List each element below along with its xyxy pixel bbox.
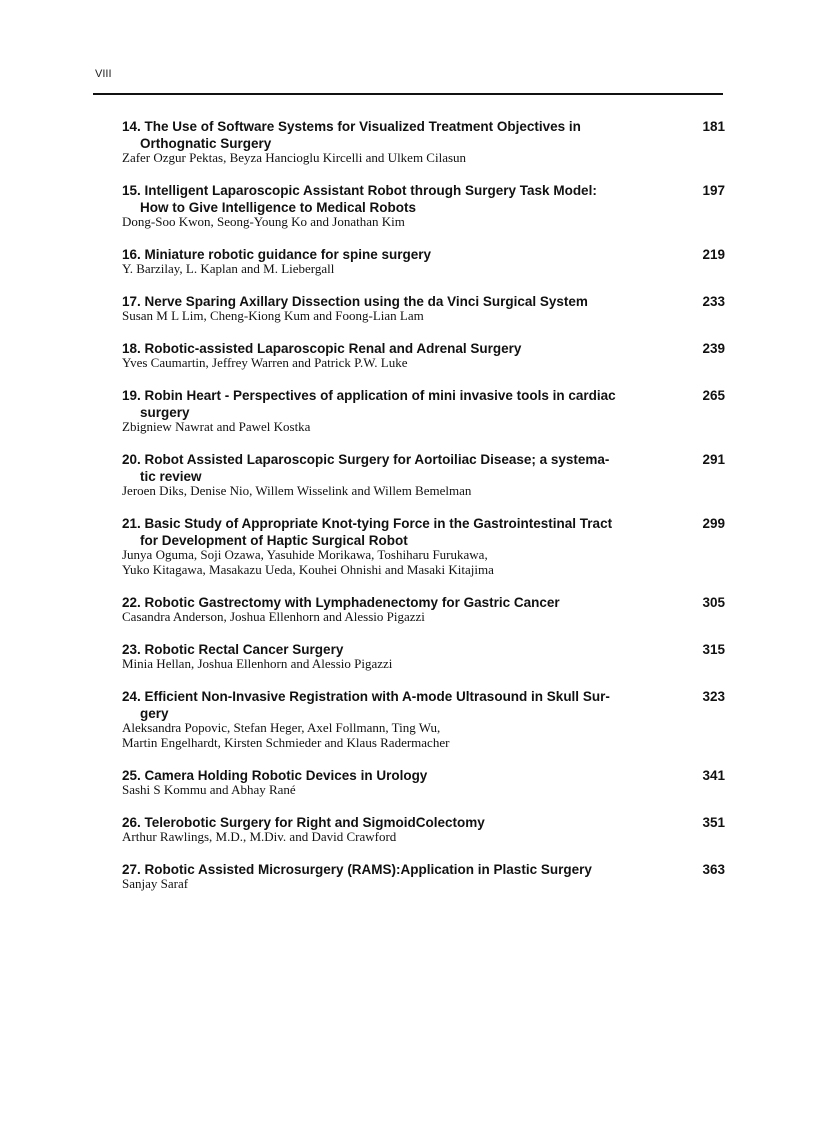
toc-entry [122, 182, 725, 229]
entry-authors [122, 483, 725, 498]
entry-title-line: 20. Robot Assisted Laparoscopic Surgery for Aortoiliac Disease; a systema- [122, 452, 610, 467]
entry-page-number: 265 [702, 388, 725, 403]
entry-authors-line: Sashi S Kommu and Abhay Rané [122, 782, 296, 797]
table-of-contents [122, 118, 725, 908]
entry-authors [122, 609, 725, 624]
entry-page-number: 323 [702, 689, 725, 704]
header-rule [93, 93, 723, 95]
entry-title-line: gery [140, 706, 169, 721]
entry-page-number: 363 [702, 862, 725, 877]
entry-title [122, 451, 725, 485]
entry-title-line: tic review [140, 469, 202, 484]
entry-title-line: 17. Nerve Sparing Axillary Dissection using the da Vinci Surgical System [122, 294, 588, 309]
entry-title-line: 16. Miniature robotic guidance for spine surgery [122, 247, 432, 262]
entry-title-line: Orthognatic Surgery [140, 136, 272, 151]
entry-page-number: 239 [702, 341, 725, 356]
entry-authors-line: Y. Barzilay, L. Kaplan and M. Liebergall [122, 261, 335, 276]
entry-authors-line: Junya Oguma, Soji Ozawa, Yasuhide Morikawa, Toshiharu Furukawa, [122, 547, 488, 562]
entry-page-number: 181 [702, 119, 725, 134]
entry-authors-line: Arthur Rawlings, M.D., M.Div. and David Crawford [122, 829, 397, 844]
entry-title [122, 118, 725, 152]
entry-authors-line: Yves Caumartin, Jeffrey Warren and Patrick P.W. Luke [122, 355, 408, 370]
entry-title-line: 24. Efficient Non-Invasive Registration with A-mode Ultrasound in Skull Sur- [122, 689, 610, 704]
entry-title-line: 19. Robin Heart - Perspectives of application of mini invasive tools in cardiac [122, 388, 616, 403]
entry-title-line: 21. Basic Study of Appropriate Knot-tying Force in the Gastrointestinal Tract [122, 516, 613, 531]
page-number: VIII [95, 68, 112, 80]
toc-entry [122, 451, 725, 498]
toc-entry [122, 594, 725, 624]
entry-title-line: 25. Camera Holding Robotic Devices in Urology [122, 768, 428, 783]
toc-entry [122, 515, 725, 577]
entry-title-line: 23. Robotic Rectal Cancer Surgery [122, 642, 344, 657]
toc-entry [122, 861, 725, 891]
entry-title-line: 26. Telerobotic Surgery for Right and SigmoidColectomy [122, 815, 485, 830]
entry-authors-line: Susan M L Lim, Cheng-Kiong Kum and Foong-Lian Lam [122, 308, 424, 323]
entry-authors-line: Jeroen Diks, Denise Nio, Willem Wisselink and Willem Bemelman [122, 483, 472, 498]
entry-authors [122, 150, 725, 165]
toc-entry [122, 814, 725, 844]
entry-page-number: 299 [702, 516, 725, 531]
entry-authors [122, 829, 725, 844]
entry-authors [122, 214, 725, 229]
entry-authors [122, 308, 725, 323]
entry-authors [122, 547, 725, 577]
entry-page-number: 341 [702, 768, 725, 783]
entry-page-number: 305 [702, 595, 725, 610]
toc-entry [122, 641, 725, 671]
entry-authors-line: Zbigniew Nawrat and Pawel Kostka [122, 419, 311, 434]
entry-title [122, 182, 725, 216]
entry-title-line: surgery [140, 405, 190, 420]
entry-authors [122, 261, 725, 276]
entry-title-line: How to Give Intelligence to Medical Robots [140, 200, 417, 215]
toc-entry [122, 246, 725, 276]
entry-authors-line: Minia Hellan, Joshua Ellenhorn and Alessio Pigazzi [122, 656, 393, 671]
entry-page-number: 197 [702, 183, 725, 198]
entry-authors [122, 355, 725, 370]
entry-title [122, 387, 725, 421]
entry-title-line: 27. Robotic Assisted Microsurgery (RAMS):Application in Plastic Surgery [122, 862, 592, 877]
entry-authors [122, 876, 725, 891]
entry-authors [122, 656, 725, 671]
entry-title-line: 14. The Use of Software Systems for Visualized Treatment Objectives in [122, 119, 581, 134]
entry-authors [122, 419, 725, 434]
entry-authors [122, 782, 725, 797]
entry-title-line: 18. Robotic-assisted Laparoscopic Renal and Adrenal Surgery [122, 341, 522, 356]
toc-entry [122, 387, 725, 434]
entry-title [122, 688, 725, 722]
entry-title-line: for Development of Haptic Surgical Robot [140, 533, 408, 548]
entry-authors-line: Sanjay Saraf [122, 876, 189, 891]
entry-authors-line: Zafer Ozgur Pektas, Beyza Hancioglu Kircelli and Ulkem Cilasun [122, 150, 467, 165]
entry-title [122, 515, 725, 549]
toc-entry [122, 688, 725, 750]
entry-title-line: 15. Intelligent Laparoscopic Assistant Robot through Surgery Task Model: [122, 183, 597, 198]
entry-authors-line: Yuko Kitagawa, Masakazu Ueda, Kouhei Ohnishi and Masaki Kitajima [122, 562, 494, 577]
entry-title-line: 22. Robotic Gastrectomy with Lymphadenectomy for Gastric Cancer [122, 595, 560, 610]
entry-page-number: 291 [702, 452, 725, 467]
entry-page-number: 233 [702, 294, 725, 309]
toc-entry [122, 767, 725, 797]
toc-entry [122, 293, 725, 323]
entry-page-number: 351 [702, 815, 725, 830]
entry-authors [122, 720, 725, 750]
entry-page-number: 315 [702, 642, 725, 657]
toc-entry [122, 340, 725, 370]
toc-entry [122, 118, 725, 165]
entry-authors-line: Aleksandra Popovic, Stefan Heger, Axel Follmann, Ting Wu, [122, 720, 441, 735]
entry-page-number: 219 [702, 247, 725, 262]
entry-authors-line: Casandra Anderson, Joshua Ellenhorn and Alessio Pigazzi [122, 609, 425, 624]
entry-authors-line: Martin Engelhardt, Kirsten Schmieder and Klaus Radermacher [122, 735, 450, 750]
entry-authors-line: Dong-Soo Kwon, Seong-Young Ko and Jonathan Kim [122, 214, 405, 229]
